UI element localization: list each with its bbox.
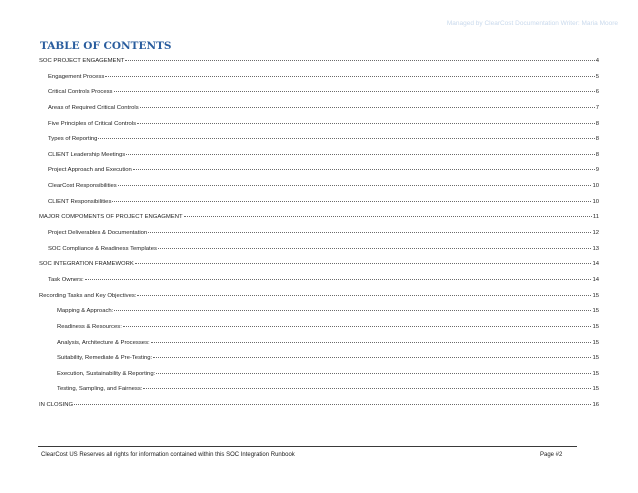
toc-entry-label: Suitability, Remediate & Pre-Testing: xyxy=(57,355,153,362)
toc-entry[interactable] xyxy=(39,167,599,183)
toc-entry[interactable] xyxy=(39,261,599,277)
toc-dot-leader xyxy=(123,326,592,327)
toc-entry[interactable] xyxy=(39,386,599,402)
toc-entry-page-number: 15 xyxy=(592,308,599,315)
footer-page-number: Page #2 xyxy=(540,452,563,458)
toc-entry-label: Task Owners: xyxy=(48,276,84,283)
toc-dot-leader xyxy=(156,373,591,374)
toc-entry[interactable] xyxy=(39,246,599,262)
toc-entry[interactable] xyxy=(39,183,599,199)
toc-entry-page-number: 6 xyxy=(595,89,599,96)
toc-dot-leader xyxy=(133,169,595,170)
toc-dot-leader xyxy=(74,404,591,405)
toc-entry[interactable] xyxy=(39,74,599,90)
toc-entry-page-number: 16 xyxy=(592,402,599,409)
toc-dot-leader xyxy=(137,295,591,296)
toc-entry[interactable] xyxy=(39,340,599,356)
toc-entry-label: IN CLOSING xyxy=(39,402,74,409)
footer-divider xyxy=(38,446,577,447)
toc-entry-page-number: 15 xyxy=(592,323,599,330)
toc-entry-page-number: 10 xyxy=(592,198,599,205)
toc-dot-leader xyxy=(184,216,592,217)
toc-entry-page-number: 15 xyxy=(592,370,599,377)
toc-entry-page-number: 4 xyxy=(595,58,599,64)
toc-entry-page-number: 8 xyxy=(595,136,599,143)
toc-entry-page-number: 7 xyxy=(595,104,599,111)
toc-entry[interactable] xyxy=(39,214,599,230)
toc-dot-leader xyxy=(125,60,594,61)
toc-entry[interactable] xyxy=(39,121,599,137)
toc-dot-leader xyxy=(98,138,594,139)
toc-entry-label: Project Approach and Execution xyxy=(48,167,132,174)
toc-entry-label: Analysis, Architecture & Processes: xyxy=(57,339,150,346)
toc-entry-page-number: 15 xyxy=(592,339,599,346)
toc-dot-leader xyxy=(114,91,595,92)
toc-dot-leader xyxy=(105,76,594,77)
toc-entry-page-number: 8 xyxy=(595,151,599,158)
toc-dot-leader xyxy=(158,248,592,249)
toc-entry-label: Project Deliverables & Documentation xyxy=(48,230,148,237)
toc-entry-page-number: 15 xyxy=(592,292,599,299)
toc-entry-label: Mapping & Approach: xyxy=(57,308,114,315)
toc-entry-page-number: 9 xyxy=(595,167,599,174)
toc-entry-label: Execution, Sustainability & Reporting: xyxy=(57,370,156,377)
toc-dot-leader xyxy=(143,388,591,389)
toc-entry-page-number: 14 xyxy=(592,276,599,283)
toc-entry[interactable] xyxy=(39,58,599,74)
toc-entry[interactable] xyxy=(39,199,599,215)
toc-entry-page-number: 5 xyxy=(595,73,599,80)
toc-dot-leader xyxy=(126,154,595,155)
toc-entry-label: CLIENT Responsibilities xyxy=(48,198,112,205)
toc-dot-leader xyxy=(137,123,595,124)
header-watermark: Managed by ClearCost Documentation Writer: Maria Moore xyxy=(446,20,618,27)
toc-dot-leader xyxy=(118,185,592,186)
toc-entry[interactable] xyxy=(39,277,599,293)
toc-entry-page-number: 14 xyxy=(592,261,599,268)
toc-entry-label: SOC PROJECT ENGAGEMENT xyxy=(39,58,125,64)
toc-dot-leader xyxy=(148,232,591,233)
toc-entry-page-number: 8 xyxy=(595,120,599,127)
toc-entry-label: Engagement Process xyxy=(48,73,105,80)
toc-entry-page-number: 12 xyxy=(592,230,599,237)
toc-entry-label: Types of Reporting xyxy=(48,136,98,143)
toc-entry-label: SOC INTEGRATION FRAMEWORK xyxy=(39,261,134,268)
toc-entry[interactable] xyxy=(39,152,599,168)
toc-entry-label: Five Principles of Critical Controls xyxy=(48,120,137,127)
toc-entry[interactable] xyxy=(39,324,599,340)
toc-dot-leader xyxy=(114,310,591,311)
toc-entry-label: Readiness & Resources: xyxy=(57,323,122,330)
toc-entry-page-number: 15 xyxy=(592,355,599,362)
toc-entry-label: MAJOR COMPOMENTS OF PROJECT ENGAGMENT xyxy=(39,214,183,221)
toc-entry[interactable] xyxy=(39,293,599,309)
toc-entry[interactable] xyxy=(39,371,599,387)
toc-entry-page-number: 11 xyxy=(592,214,599,221)
toc-entry[interactable] xyxy=(39,105,599,121)
toc-entry-page-number: 15 xyxy=(592,386,599,393)
toc-entry[interactable] xyxy=(39,355,599,371)
toc-dot-leader xyxy=(112,201,591,202)
toc-entry-page-number: 13 xyxy=(592,245,599,252)
footer-rights-text: ClearCost US Reserves all rights for information contained within this SOC Integration Runbook xyxy=(41,452,295,458)
toc-entry-label: CLIENT Leadership Meetings xyxy=(48,151,126,158)
toc-entry-label: Areas of Required Critical Controls xyxy=(48,104,139,111)
table-of-contents xyxy=(39,58,599,418)
toc-entry-label: Testing, Sampling, and Fairness: xyxy=(57,386,143,393)
toc-entry[interactable] xyxy=(39,230,599,246)
toc-entry[interactable] xyxy=(39,402,599,418)
toc-entry-page-number: 10 xyxy=(592,183,599,190)
toc-dot-leader xyxy=(135,263,592,264)
toc-dot-leader xyxy=(153,357,591,358)
toc-entry[interactable] xyxy=(39,308,599,324)
toc-entry-label: SOC Compliance & Readiness Templates xyxy=(48,245,157,252)
toc-entry-label: Critical Controls Process xyxy=(48,89,113,96)
toc-dot-leader xyxy=(85,279,592,280)
toc-entry-label: ClearCost Responsibilities xyxy=(48,183,117,190)
toc-entry[interactable] xyxy=(39,136,599,152)
toc-dot-leader xyxy=(140,107,595,108)
toc-entry[interactable] xyxy=(39,89,599,105)
toc-dot-leader xyxy=(151,342,592,343)
toc-title: TABLE OF CONTENTS xyxy=(40,40,172,52)
toc-entry-label: Recording Tasks and Key Objectives: xyxy=(39,292,137,299)
